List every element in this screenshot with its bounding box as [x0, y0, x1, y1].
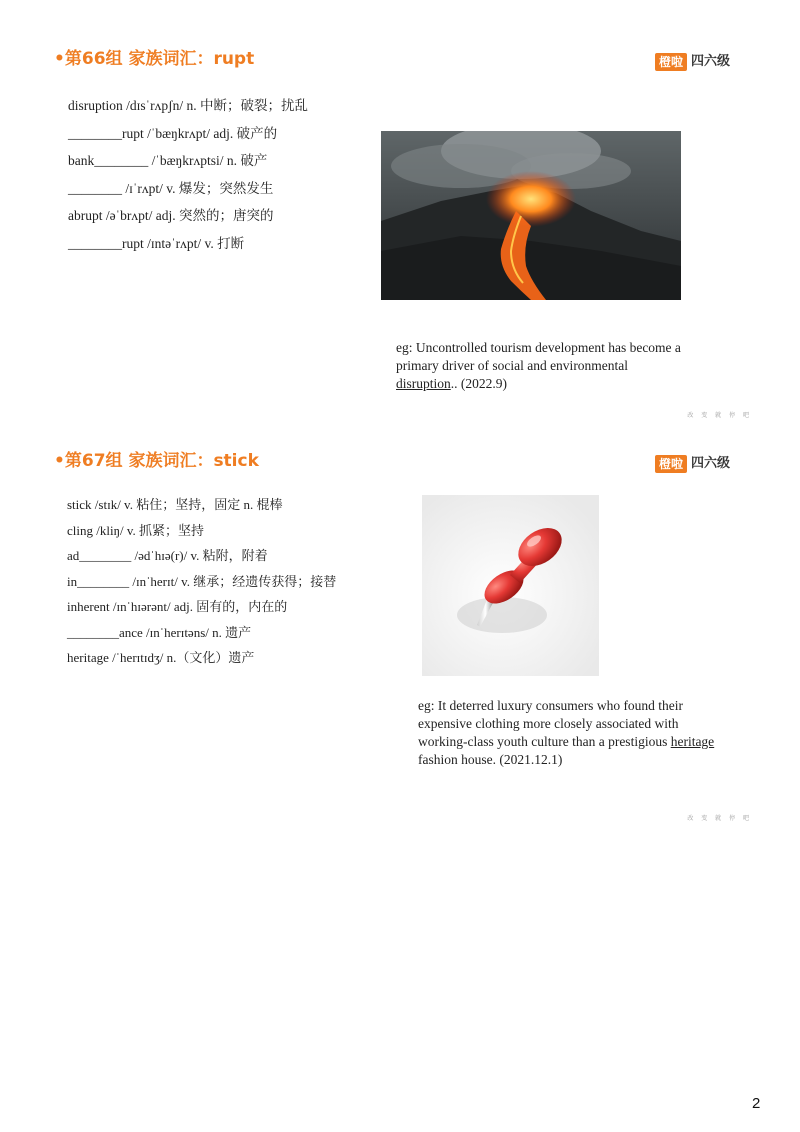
- vocab-line: ________ /ɪˈrʌpt/ v. 爆发；突然发生: [68, 180, 274, 196]
- example-sentence: [396, 339, 686, 393]
- example-source: fashion house. (2021.12.1): [418, 752, 563, 767]
- brand-badge: 橙啦: [655, 455, 687, 473]
- brand-text: 四六级: [691, 456, 731, 471]
- example-sentence: [418, 697, 718, 769]
- vocab-list: [68, 92, 308, 257]
- section-rupt: [0, 0, 800, 430]
- brand-text: 四六级: [691, 54, 731, 69]
- vocab-line: cling /kliŋ/ v. 抓紧；坚持: [67, 522, 205, 538]
- vocab-line: ________ance /ɪnˈherɪtəns/ n. 遗产: [67, 624, 252, 640]
- pushpin-image: [422, 495, 599, 676]
- vocab-line: ________rupt /ˈbæŋkrʌpt/ adj. 破产的: [68, 125, 278, 141]
- example-text: eg: Uncontrolled tourism development has become a primary driver of social and environmental: [396, 340, 681, 373]
- vocab-line: disruption /dɪsˈrʌpʃn/ n. 中断；破裂；扰乱: [68, 98, 308, 113]
- footer-watermark: 改 变 就 停 吧: [687, 412, 752, 419]
- vocab-line: ad________ /ədˈhɪə(r)/ v. 粘附，附着: [67, 548, 268, 563]
- brand-logo: [655, 53, 730, 71]
- example-keyword: disruption: [396, 376, 451, 391]
- brand-logo: [655, 455, 730, 473]
- vocab-list: [67, 492, 336, 671]
- example-keyword: heritage: [670, 734, 715, 749]
- vocab-line: ________rupt /ɪntəˈrʌpt/ v. 打断: [68, 235, 245, 251]
- vocab-line: abrupt /əˈbrʌpt/ adj. 突然的；唐突的: [68, 208, 274, 223]
- brand-badge: 橙啦: [655, 53, 687, 71]
- example-text: eg: It deterred luxury consumers who found their expensive clothing more closely associated with working-class youth culture than a prestigious: [418, 698, 684, 749]
- vocab-line: bank________ /ˈbæŋkrʌptsi/ n. 破产: [68, 153, 268, 168]
- vocab-line: inherent /ɪnˈhɪərənt/ adj. 固有的，内在的: [67, 599, 288, 614]
- vocab-line: in________ /ɪnˈherɪt/ v. 继承；经遗传获得；接替: [67, 573, 337, 589]
- page-number: 2: [752, 1095, 761, 1112]
- vocab-line: stick /stɪk/ v. 粘住；坚持，固定 n. 棍棒: [67, 497, 283, 512]
- example-source: .. (2022.9): [450, 376, 508, 391]
- section-title: •第66组 家族词汇：rupt: [54, 49, 255, 69]
- section-title: •第67组 家族词汇：stick: [54, 451, 259, 471]
- volcano-image: [381, 131, 681, 300]
- footer-watermark: 改 变 就 停 吧: [687, 815, 752, 822]
- section-stick: [0, 440, 800, 840]
- vocab-line: heritage /ˈherɪtɪdʒ/ n.（文化）遗产: [67, 650, 255, 665]
